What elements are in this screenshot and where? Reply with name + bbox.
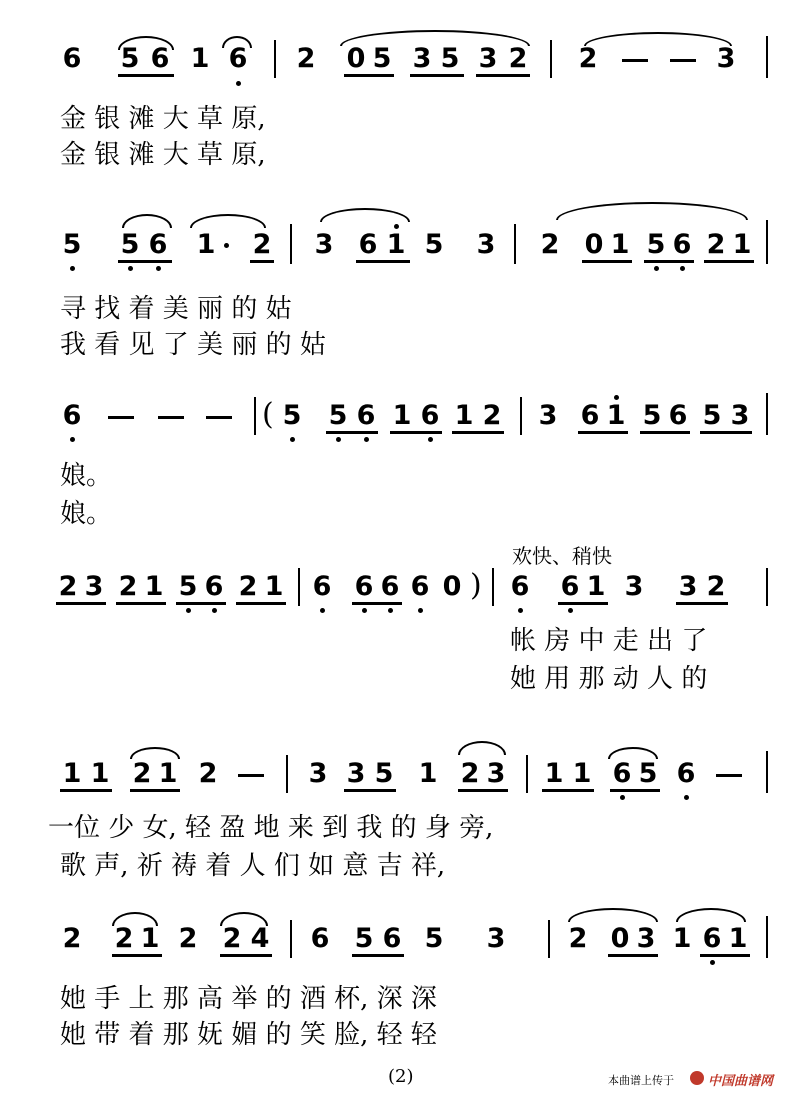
- lyric-line-1: 一位 少 女, 轻 盈 地 来 到 我 的 身 旁,: [48, 813, 494, 843]
- underline: [704, 260, 754, 263]
- note: 3: [486, 758, 506, 789]
- note: 6: [312, 571, 332, 602]
- slur: [556, 202, 748, 220]
- barline: [526, 755, 528, 793]
- underline: [112, 954, 162, 957]
- site-logo-text: 中国曲谱网: [708, 1074, 774, 1089]
- system-5: [0, 715, 804, 915]
- underline: [558, 602, 608, 605]
- low-dot: [336, 437, 341, 442]
- note: 6: [382, 923, 402, 954]
- note: 3: [84, 571, 104, 602]
- note: 3: [730, 400, 750, 431]
- note: 2: [118, 571, 138, 602]
- note: 6: [150, 43, 170, 74]
- low-dot: [236, 81, 241, 86]
- note: 4: [250, 923, 270, 954]
- low-dot: [518, 608, 523, 613]
- note: 5: [642, 400, 662, 431]
- note: 6: [676, 758, 696, 789]
- lyric-line-1: 帐 房 中 走 出 了: [510, 626, 708, 656]
- note: 1: [586, 571, 606, 602]
- note: 1: [544, 758, 564, 789]
- note: 1: [144, 571, 164, 602]
- note: 3: [478, 43, 498, 74]
- note: 2: [58, 571, 78, 602]
- note: 6: [420, 400, 440, 431]
- barline: [286, 755, 288, 793]
- slur: [320, 208, 410, 222]
- note: 6: [204, 571, 224, 602]
- note: 2: [460, 758, 480, 789]
- note: 5: [424, 229, 444, 260]
- note: 3: [346, 758, 366, 789]
- barline: [514, 224, 516, 264]
- dash: [158, 416, 184, 419]
- underline: [220, 954, 272, 957]
- dash: [206, 416, 232, 419]
- note: 2: [238, 571, 258, 602]
- barline: [766, 220, 768, 264]
- low-dot: [684, 795, 689, 800]
- note: 1: [610, 229, 630, 260]
- lyric-line-1: 娘。: [60, 461, 113, 491]
- note: 1: [62, 758, 82, 789]
- close-parenthesis: ): [470, 568, 482, 603]
- system-4: [0, 530, 804, 730]
- slur: [458, 741, 506, 755]
- tempo-marking: 欢快、稍快: [512, 544, 612, 568]
- note: 2: [114, 923, 134, 954]
- low-dot: [70, 266, 75, 271]
- system-2: [0, 180, 804, 380]
- lyric-line-1: 她 手 上 那 高 举 的 酒 杯, 深 深: [60, 984, 437, 1014]
- note: 0: [442, 571, 462, 602]
- underline: [60, 789, 112, 792]
- note: 5: [178, 571, 198, 602]
- note: 3: [412, 43, 432, 74]
- low-dot: [388, 608, 393, 613]
- low-dot: [680, 266, 685, 271]
- note: 6: [612, 758, 632, 789]
- note: 3: [636, 923, 656, 954]
- underline: [700, 954, 750, 957]
- underline: [326, 431, 378, 434]
- low-dot: [364, 437, 369, 442]
- underline: [458, 789, 508, 792]
- note: 2: [706, 229, 726, 260]
- low-dot: [186, 608, 191, 613]
- note: 2: [482, 400, 502, 431]
- underline: [410, 74, 464, 77]
- barline: [766, 36, 768, 78]
- note: 3: [678, 571, 698, 602]
- page-number: (2): [388, 1066, 414, 1087]
- augmentation-dot: [224, 243, 229, 248]
- note: 6: [380, 571, 400, 602]
- note: 6: [410, 571, 430, 602]
- low-dot: [156, 266, 161, 271]
- note: 2: [296, 43, 316, 74]
- note: 2: [706, 571, 726, 602]
- lyric-line-2: 歌 声, 祈 祷 着 人 们 如 意 吉 祥,: [60, 851, 446, 881]
- note: 1: [732, 229, 752, 260]
- note: 2: [568, 923, 588, 954]
- lyric-line-2: 我 看 见 了 美 丽 的 姑: [60, 330, 326, 360]
- note: 2: [508, 43, 528, 74]
- note: 6: [354, 571, 374, 602]
- lyric-line-1: 寻 找 着 美 丽 的 姑: [60, 294, 292, 324]
- note: 1: [140, 923, 160, 954]
- barline: [290, 224, 292, 264]
- underline: [390, 431, 442, 434]
- underline: [236, 602, 286, 605]
- underline: [644, 260, 694, 263]
- note: 3: [308, 758, 328, 789]
- note: 6: [672, 229, 692, 260]
- note: 6: [702, 923, 722, 954]
- slur: [190, 214, 266, 228]
- note: 2: [178, 923, 198, 954]
- high-dot: [394, 224, 399, 229]
- lyric-line-2: 她 带 着 那 妩 媚 的 笑 脸, 轻 轻: [60, 1020, 437, 1050]
- note: 1: [418, 758, 438, 789]
- underline: [542, 789, 594, 792]
- underline: [250, 260, 274, 263]
- underline: [130, 789, 180, 792]
- barline: [766, 751, 768, 793]
- note: 1: [264, 571, 284, 602]
- underline: [118, 260, 172, 263]
- low-dot: [568, 608, 573, 613]
- lyric-line-1: 金 银 滩 大 草 原,: [60, 104, 266, 134]
- note: 3: [314, 229, 334, 260]
- note: 5: [354, 923, 374, 954]
- low-dot: [654, 266, 659, 271]
- note: 1: [606, 400, 626, 431]
- note: 6: [668, 400, 688, 431]
- low-dot: [320, 608, 325, 613]
- note: 5: [374, 758, 394, 789]
- underline: [56, 602, 106, 605]
- underline: [476, 74, 530, 77]
- low-dot: [620, 795, 625, 800]
- low-dot: [70, 437, 75, 442]
- note: 2: [540, 229, 560, 260]
- barline: [766, 916, 768, 958]
- barline: [766, 393, 768, 435]
- barline: [298, 568, 300, 606]
- slur: [122, 214, 172, 228]
- underline: [118, 74, 174, 77]
- note: 1: [572, 758, 592, 789]
- barline: [274, 40, 276, 78]
- note: 6: [62, 400, 82, 431]
- note: 6: [560, 571, 580, 602]
- note: 5: [638, 758, 658, 789]
- note: 5: [702, 400, 722, 431]
- dash: [108, 416, 134, 419]
- note: 6: [148, 229, 168, 260]
- note: 2: [198, 758, 218, 789]
- note: 6: [62, 43, 82, 74]
- note: 1: [158, 758, 178, 789]
- note: 1: [454, 400, 474, 431]
- note: 5: [328, 400, 348, 431]
- underline: [176, 602, 226, 605]
- note: 5: [372, 43, 392, 74]
- note: 5: [424, 923, 444, 954]
- note: 5: [646, 229, 666, 260]
- low-dot: [710, 960, 715, 965]
- slur: [568, 908, 658, 922]
- barline: [254, 397, 256, 435]
- barline: [290, 920, 292, 958]
- note: 1: [672, 923, 692, 954]
- underline: [608, 954, 658, 957]
- note: 0: [610, 923, 630, 954]
- note: 3: [538, 400, 558, 431]
- note: 1: [190, 43, 210, 74]
- underline: [352, 954, 404, 957]
- note: 6: [510, 571, 530, 602]
- note: 1: [90, 758, 110, 789]
- note: 2: [252, 229, 272, 260]
- system-6: [0, 890, 804, 1090]
- upload-credit: 本曲谱上传于: [608, 1074, 674, 1087]
- underline: [352, 602, 402, 605]
- system-1: [0, 0, 804, 200]
- note: 5: [120, 229, 140, 260]
- note: 1: [196, 229, 216, 260]
- underline: [452, 431, 504, 434]
- underline: [116, 602, 166, 605]
- note: 1: [728, 923, 748, 954]
- barline: [550, 40, 552, 78]
- note: 6: [358, 229, 378, 260]
- note: 0: [346, 43, 366, 74]
- note: 6: [228, 43, 248, 74]
- note: 3: [716, 43, 736, 74]
- slur: [584, 32, 732, 46]
- lyric-line-2: 她 用 那 动 人 的: [510, 664, 708, 694]
- note: 1: [392, 400, 412, 431]
- barline: [492, 568, 494, 606]
- underline: [578, 431, 628, 434]
- note: 5: [62, 229, 82, 260]
- high-dot: [614, 395, 619, 400]
- slur: [676, 908, 746, 922]
- underline: [640, 431, 690, 434]
- note: 1: [386, 229, 406, 260]
- note: 3: [476, 229, 496, 260]
- note: 2: [222, 923, 242, 954]
- note: 6: [356, 400, 376, 431]
- note: 6: [580, 400, 600, 431]
- note: 6: [310, 923, 330, 954]
- note: 2: [578, 43, 598, 74]
- note: 5: [282, 400, 302, 431]
- dash: [716, 774, 742, 777]
- dash: [238, 774, 264, 777]
- note: 5: [440, 43, 460, 74]
- underline: [700, 431, 752, 434]
- note: 2: [132, 758, 152, 789]
- slur: [340, 30, 530, 46]
- low-dot: [290, 437, 295, 442]
- lyric-line-2: 娘。: [60, 499, 113, 529]
- underline: [610, 789, 660, 792]
- note: 5: [120, 43, 140, 74]
- dash: [622, 59, 648, 62]
- open-parenthesis: (: [262, 397, 274, 432]
- low-dot: [212, 608, 217, 613]
- site-logo-icon: [690, 1071, 704, 1085]
- low-dot: [362, 608, 367, 613]
- low-dot: [428, 437, 433, 442]
- underline: [582, 260, 632, 263]
- low-dot: [128, 266, 133, 271]
- note: 3: [624, 571, 644, 602]
- barline: [548, 920, 550, 958]
- dash: [670, 59, 696, 62]
- underline: [356, 260, 410, 263]
- lyric-line-2: 金 银 滩 大 草 原,: [60, 140, 266, 170]
- underline: [676, 602, 728, 605]
- note: 3: [486, 923, 506, 954]
- barline: [766, 568, 768, 606]
- underline: [344, 789, 396, 792]
- note: 0: [584, 229, 604, 260]
- barline: [520, 397, 522, 435]
- low-dot: [418, 608, 423, 613]
- underline: [344, 74, 394, 77]
- note: 2: [62, 923, 82, 954]
